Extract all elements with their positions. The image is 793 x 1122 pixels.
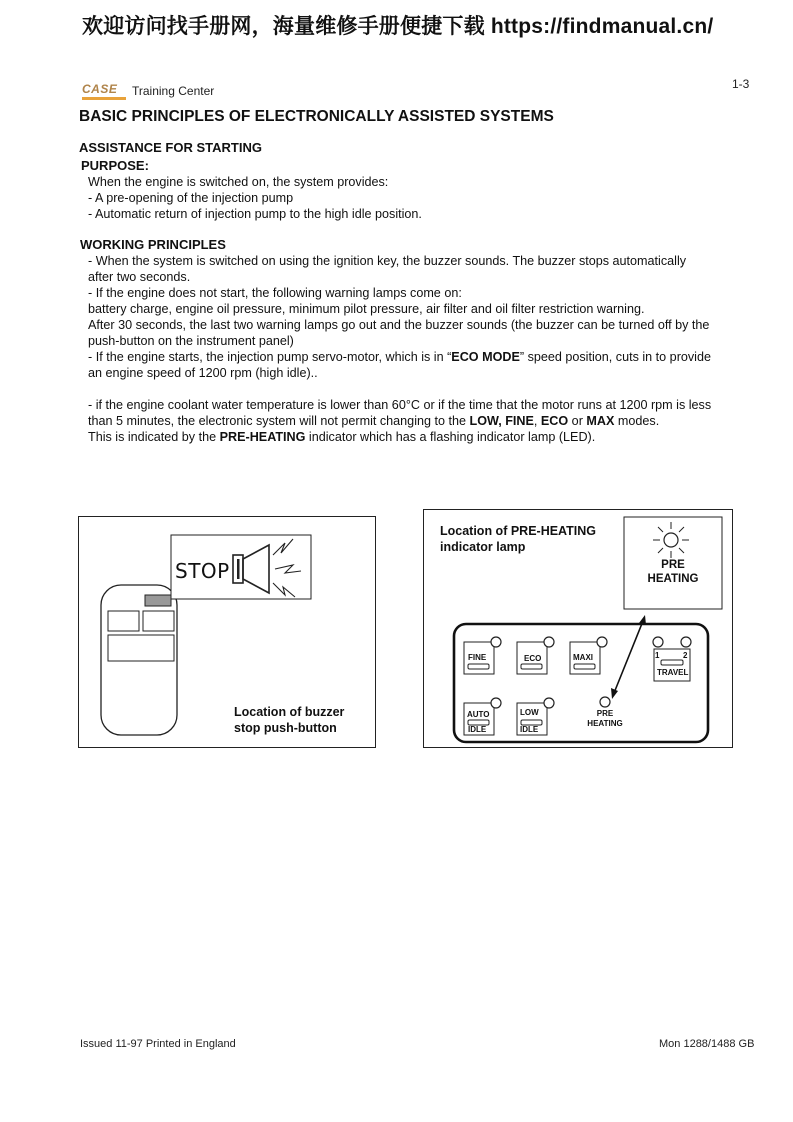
assistance-heading: ASSISTANCE FOR STARTING: [79, 140, 262, 155]
maxi-bar: [574, 664, 595, 669]
purpose-line-1: When the engine is switched on, the system provides:: [88, 175, 389, 189]
panel-display-1: [108, 611, 139, 631]
heating-label: HEATING: [647, 573, 699, 585]
pointer-arrowhead-bottom: [611, 688, 618, 699]
page-title: BASIC PRINCIPLES OF ELECTRONICALLY ASSISTED SYSTEMS: [79, 108, 554, 125]
footer-doc-ref: Mon 1288/1488 GB: [659, 1038, 755, 1050]
eco-label: ECO: [524, 654, 542, 663]
banner-text: 欢迎访问找手册网，海量维修手册便捷下载 https://findmanual.cn/: [82, 15, 714, 38]
auto-label: AUTO: [467, 710, 490, 719]
working-p6b-or: or: [568, 414, 587, 428]
preheating-caption-line-1: Location of PRE-HEATING: [440, 524, 597, 538]
working-p3: battery charge, engine oil pressure, minimum pilot pressure, air filter and oil filter restriction warning.: [88, 302, 645, 316]
maxi-label: MAXI: [573, 653, 593, 662]
footer-issued: Issued 11-97 Printed in England: [80, 1038, 236, 1050]
case-logo: CASE: [82, 82, 118, 96]
eco-bold: ECO: [540, 414, 569, 428]
pre-heating-small-label: [582, 709, 628, 729]
working-p6b: [88, 413, 659, 429]
purpose-line-3: - Automatic return of injection pump to the high idle position.: [88, 207, 422, 221]
preheating-led: [600, 697, 610, 707]
working-p7-pre: This is indicated by the: [88, 430, 220, 444]
instrument-panel-outline: [101, 585, 177, 735]
fine-label: FINE: [468, 653, 487, 662]
auto-idle-led: [491, 698, 501, 708]
working-p1a: - When the system is switched on using the ignition key, the buzzer sounds. The buzzer stops automatically: [88, 254, 687, 268]
preheating-figure: [423, 509, 733, 748]
case-logo-underline: [82, 97, 126, 100]
working-p7-post: indicator which has a flashing indicator lamp (LED).: [305, 430, 596, 444]
working-p5a-pre: - If the engine starts, the injection pump servo-motor, which is in “: [88, 350, 452, 364]
working-p4a: After 30 seconds, the last two warning lamps go out and the buzzer sounds (the buzzer can be turned off by the: [88, 318, 710, 332]
buzzer-caption-line-1: Location of buzzer: [234, 705, 345, 719]
pointer-arrow-line: [614, 621, 643, 693]
idle-label: IDLE: [468, 725, 487, 734]
fine-bar: [468, 664, 489, 669]
eco-mode-bold: ECO MODE: [451, 350, 520, 364]
buzzer-figure: [78, 516, 376, 748]
pre-label: PRE: [661, 559, 685, 571]
eco-led: [544, 637, 554, 647]
max-bold: MAX: [586, 414, 615, 428]
fine-led: [491, 637, 501, 647]
working-p1b: after two seconds.: [88, 270, 191, 284]
pre-heating-bold: PRE-HEATING: [219, 430, 306, 444]
heating-small-label: HEATING: [587, 719, 623, 728]
working-p4b: push-button on the instrument panel): [88, 334, 294, 348]
working-heading: WORKING PRINCIPLES: [80, 237, 226, 252]
working-p7: [88, 429, 595, 445]
working-p5a: [88, 349, 711, 365]
travel-1-label: 1: [655, 651, 660, 660]
purpose-heading: PURPOSE:: [81, 158, 149, 173]
buzzer-stop-push-button: [145, 595, 171, 606]
working-p5a-post: ” speed position, cuts in to provide: [519, 350, 711, 364]
travel-bar: [661, 660, 683, 665]
pre-heating-callout-label: [624, 558, 722, 586]
training-center-label: Training Center: [132, 84, 215, 98]
buzzer-caption-line-2: stop push-button: [234, 721, 337, 735]
eco-bar: [521, 664, 542, 669]
working-p6a: - if the engine coolant water temperature is lower than 60°C or if the time that the motor runs at 1200 rpm is less: [88, 398, 712, 412]
working-p5b: an engine speed of 1200 rpm (high idle)..: [88, 366, 318, 380]
working-p6b-post: modes.: [614, 414, 660, 428]
page-number: 1-3: [732, 77, 750, 91]
preheating-caption-line-2: indicator lamp: [440, 540, 526, 554]
speaker-body-inner: [237, 559, 240, 579]
pre-small-label: PRE: [596, 709, 614, 718]
low-fine-bold: LOW, FINE: [469, 414, 534, 428]
low-label: LOW: [520, 708, 539, 717]
low-idle-led: [544, 698, 554, 708]
purpose-line-2: - A pre-opening of the injection pump: [88, 191, 294, 205]
panel-display-3: [108, 635, 174, 661]
stop-label: STOP: [175, 559, 230, 583]
low-idle-label: IDLE: [520, 725, 539, 734]
working-p2: - If the engine does not start, the following warning lamps come on:: [88, 286, 462, 300]
travel-2-label: 2: [683, 651, 688, 660]
working-p6b-pre: than 5 minutes, the electronic system will not permit changing to the: [88, 414, 470, 428]
working-p6b-sep: ,: [533, 414, 541, 428]
travel-led-2: [681, 637, 691, 647]
maxi-led: [597, 637, 607, 647]
panel-display-2: [143, 611, 174, 631]
travel-label: TRAVEL: [657, 668, 689, 677]
travel-led-1: [653, 637, 663, 647]
